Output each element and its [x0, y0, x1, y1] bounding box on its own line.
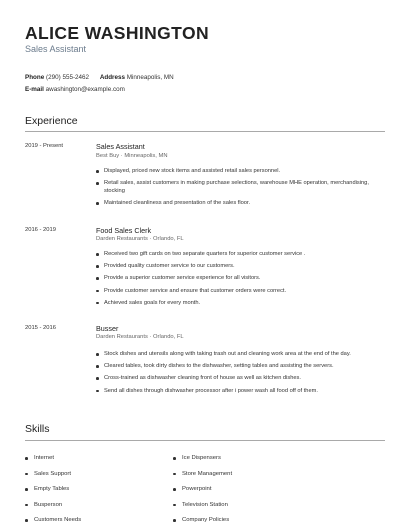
list-item: Provide customer service and ensure that customer orders were correct. [104, 287, 374, 295]
address-label: Address [99, 74, 126, 81]
skills-heading: Skills [25, 423, 50, 435]
job-dates: 2016 - 2019 [25, 227, 56, 233]
job-employer: Darden Restaurants · Orlando, FL [96, 236, 184, 242]
skill-item: Internet [34, 454, 81, 470]
skills-divider [25, 440, 385, 441]
job-employer: Darden Restaurants · Orlando, FL [96, 334, 184, 340]
job-title: Food Sales Clerk [96, 226, 152, 235]
list-item: Achieved sales goals for every month. [104, 299, 374, 307]
list-item: Cleared tables, took dirty dishes to the dishwasher, setting tables and assisting the servers. [104, 362, 374, 370]
job-bullets [104, 167, 374, 207]
skill-item: Television Station [182, 501, 232, 517]
list-item: Cross-trained as dishwasher cleaning front of house as well as kitchen dishes. [104, 374, 374, 382]
experience-divider [25, 131, 385, 132]
skill-item: Ice Dispensers [182, 454, 232, 470]
list-item: Retail sales, assist customers in making purchase selections, warehouse MHE operation, merchandising, stocking [104, 179, 374, 195]
skill-item: Customers Needs [34, 516, 81, 532]
list-item: Send all dishes through dishwasher processor after i power wash all food off of them. [104, 387, 374, 395]
contact-line-phone-address [25, 74, 174, 81]
skills-list-left [34, 454, 81, 532]
experience-heading: Experience [25, 115, 78, 127]
skill-item: Sales Support [34, 470, 81, 486]
job-dates: 2019 - Present [25, 143, 64, 149]
list-item: Displayed, priced new stock items and assisted retail sales personnel. [104, 167, 374, 175]
skill-item: Powerpoint [182, 485, 232, 501]
job-title: Sales Assistant [96, 142, 145, 151]
job-employer: Best Buy · Minneapolis, MN [96, 153, 168, 159]
contact-line-email [25, 86, 125, 93]
phone-value: (290) 555-2462 [46, 74, 90, 81]
skill-item: Empty Tables [34, 485, 81, 501]
candidate-role: Sales Assistant [25, 44, 87, 54]
address-value: Minneapolis, MN [126, 74, 174, 81]
skills-list-right [182, 454, 232, 532]
job-bullets [104, 350, 374, 395]
candidate-name: ALICE WASHINGTON [25, 23, 209, 43]
list-item: Received two gift cards on two separate quarters for superior customer service . [104, 250, 374, 258]
email-value: awashington@example.com [45, 86, 125, 93]
list-item: Maintained cleanliness and presentation of the sales floor. [104, 199, 374, 207]
list-item: Stock dishes and utensils along with taking trash out and cleaning work area at the end of the day. [104, 350, 374, 358]
list-item: Provided quality customer service to our customers. [104, 262, 374, 270]
phone-label: Phone [25, 74, 45, 81]
job-bullets [104, 250, 374, 307]
skill-item: Company Policies [182, 516, 232, 532]
email-label: E-mail [25, 86, 44, 93]
list-item: Provide a superior customer service experience for all visitors. [104, 274, 374, 282]
job-dates: 2015 - 2016 [25, 325, 56, 331]
skill-item: Store Management [182, 470, 232, 486]
job-title: Busser [96, 324, 119, 333]
skill-item: Busperson [34, 501, 81, 517]
